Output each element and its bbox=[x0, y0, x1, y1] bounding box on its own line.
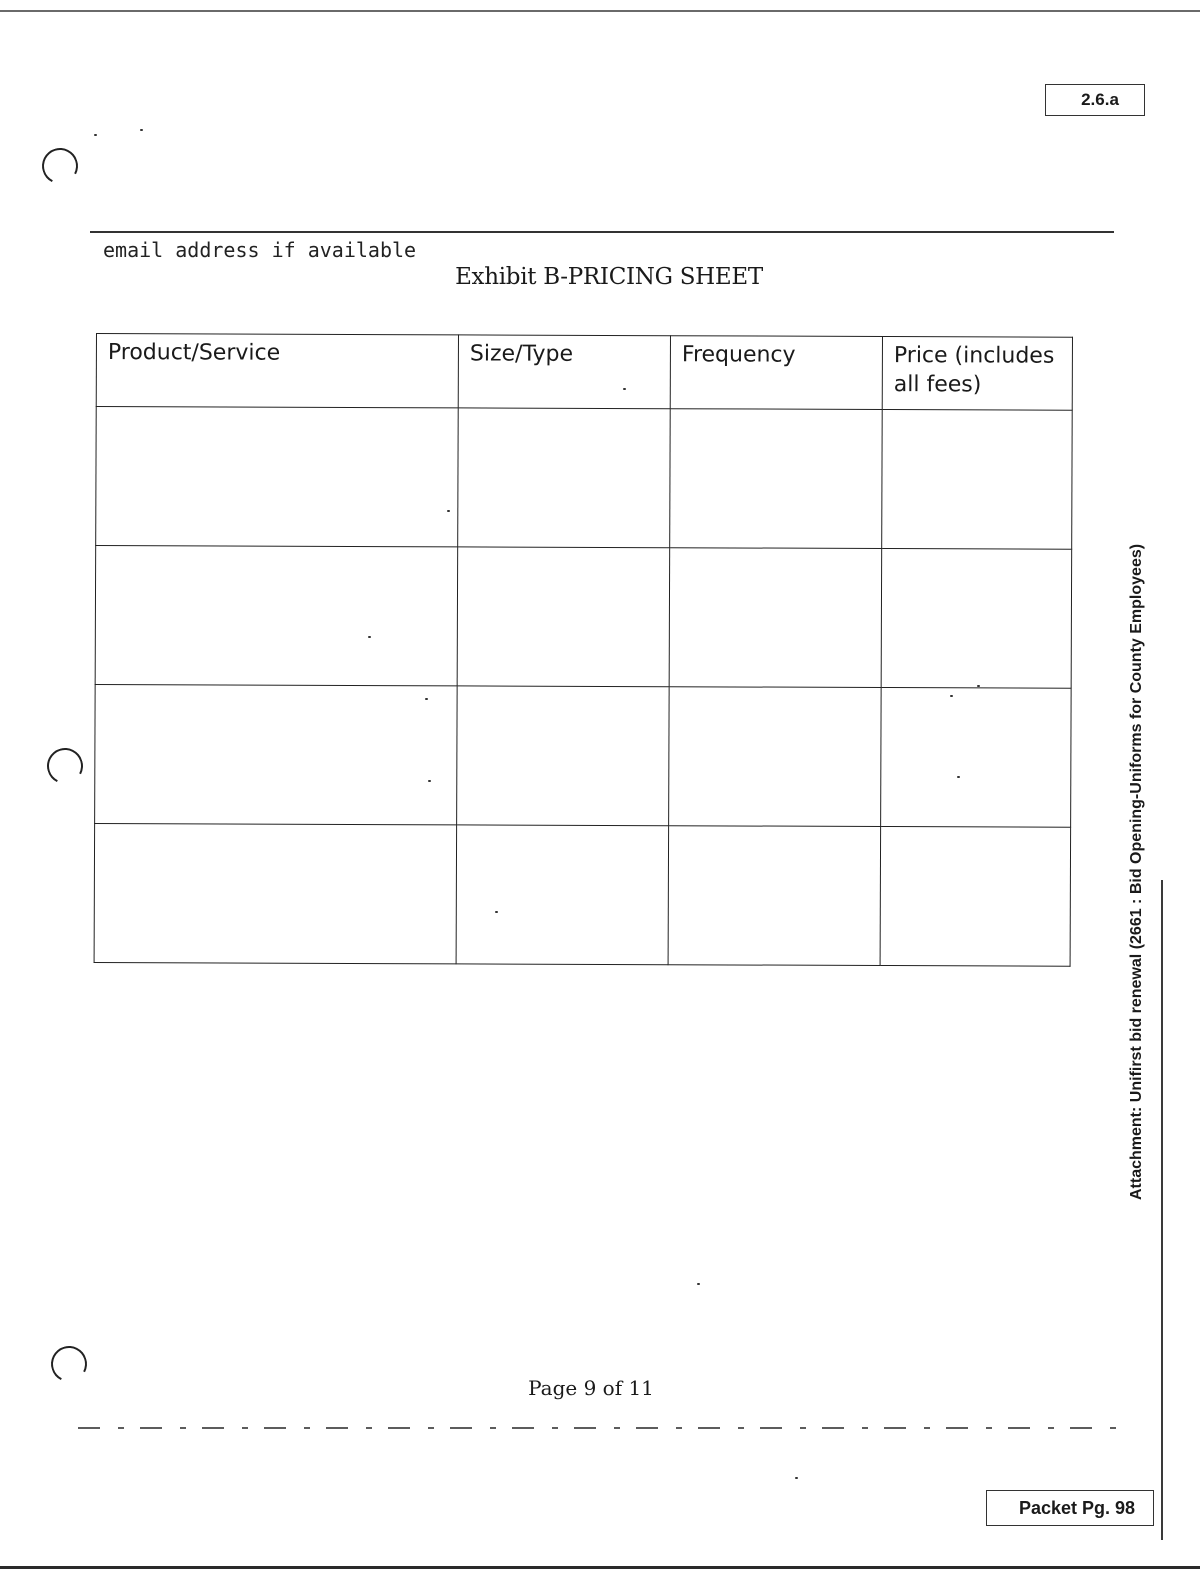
table-row bbox=[96, 407, 1073, 550]
email-caption: email address if available bbox=[103, 238, 417, 262]
email-signature-line bbox=[90, 231, 1114, 233]
table-row bbox=[95, 546, 1072, 689]
page-number: Page 9 of 11 bbox=[528, 1376, 654, 1400]
column-header-product-service: Product/Service bbox=[96, 334, 458, 408]
scan-speck bbox=[428, 780, 431, 782]
punch-hole-top bbox=[37, 143, 82, 188]
table-cell[interactable] bbox=[669, 687, 882, 827]
scan-speck bbox=[368, 636, 371, 638]
table-cell[interactable] bbox=[457, 547, 670, 687]
scan-speck bbox=[447, 510, 450, 512]
table-cell[interactable] bbox=[456, 825, 669, 965]
bottom-border-line bbox=[0, 1566, 1200, 1569]
table-cell[interactable] bbox=[95, 684, 458, 824]
table-cell[interactable] bbox=[94, 823, 457, 963]
table-cell[interactable] bbox=[95, 546, 458, 686]
table-row bbox=[94, 823, 1071, 966]
scan-speck bbox=[495, 911, 498, 913]
table-cell[interactable] bbox=[669, 548, 882, 688]
side-attachment-caption: Attachment: Unifirst bid renewal (2661 : Bid Opening-Uniforms for County Employees) bbox=[1128, 543, 1145, 1200]
table-row bbox=[95, 684, 1072, 827]
top-border-line bbox=[0, 10, 1200, 12]
scan-speck bbox=[425, 698, 428, 700]
scan-speck bbox=[697, 1283, 700, 1285]
table-cell[interactable] bbox=[96, 407, 459, 547]
table-header-row bbox=[96, 334, 1072, 411]
right-margin-line bbox=[1161, 880, 1163, 1540]
doc-id-badge: 2.6.a bbox=[1045, 84, 1145, 116]
column-header-price: Price (includes all fees) bbox=[882, 337, 1072, 411]
table-cell[interactable] bbox=[880, 827, 1071, 967]
scan-speck bbox=[623, 388, 626, 390]
table-cell[interactable] bbox=[882, 410, 1073, 550]
scan-speck bbox=[795, 1477, 798, 1479]
scan-speck bbox=[977, 685, 980, 687]
table-cell[interactable] bbox=[457, 686, 670, 826]
column-header-size-type: Size/Type bbox=[458, 335, 670, 409]
scan-speck bbox=[957, 776, 960, 778]
packet-page-badge: Packet Pg. 98 bbox=[986, 1490, 1154, 1526]
pricing-table bbox=[94, 333, 1073, 967]
table-cell[interactable] bbox=[881, 549, 1072, 689]
table-cell[interactable] bbox=[881, 688, 1072, 828]
table-cell[interactable] bbox=[670, 409, 883, 549]
dashed-cut-line bbox=[78, 1427, 1123, 1429]
scan-speck bbox=[140, 129, 143, 131]
table-cell[interactable] bbox=[668, 826, 881, 966]
scan-speck bbox=[94, 134, 97, 136]
exhibit-title: Exhibit B-PRICING SHEET bbox=[455, 264, 763, 290]
punch-hole-middle bbox=[42, 743, 87, 788]
column-header-frequency: Frequency bbox=[670, 336, 882, 410]
table-cell[interactable] bbox=[458, 408, 671, 548]
scan-speck bbox=[950, 695, 953, 697]
